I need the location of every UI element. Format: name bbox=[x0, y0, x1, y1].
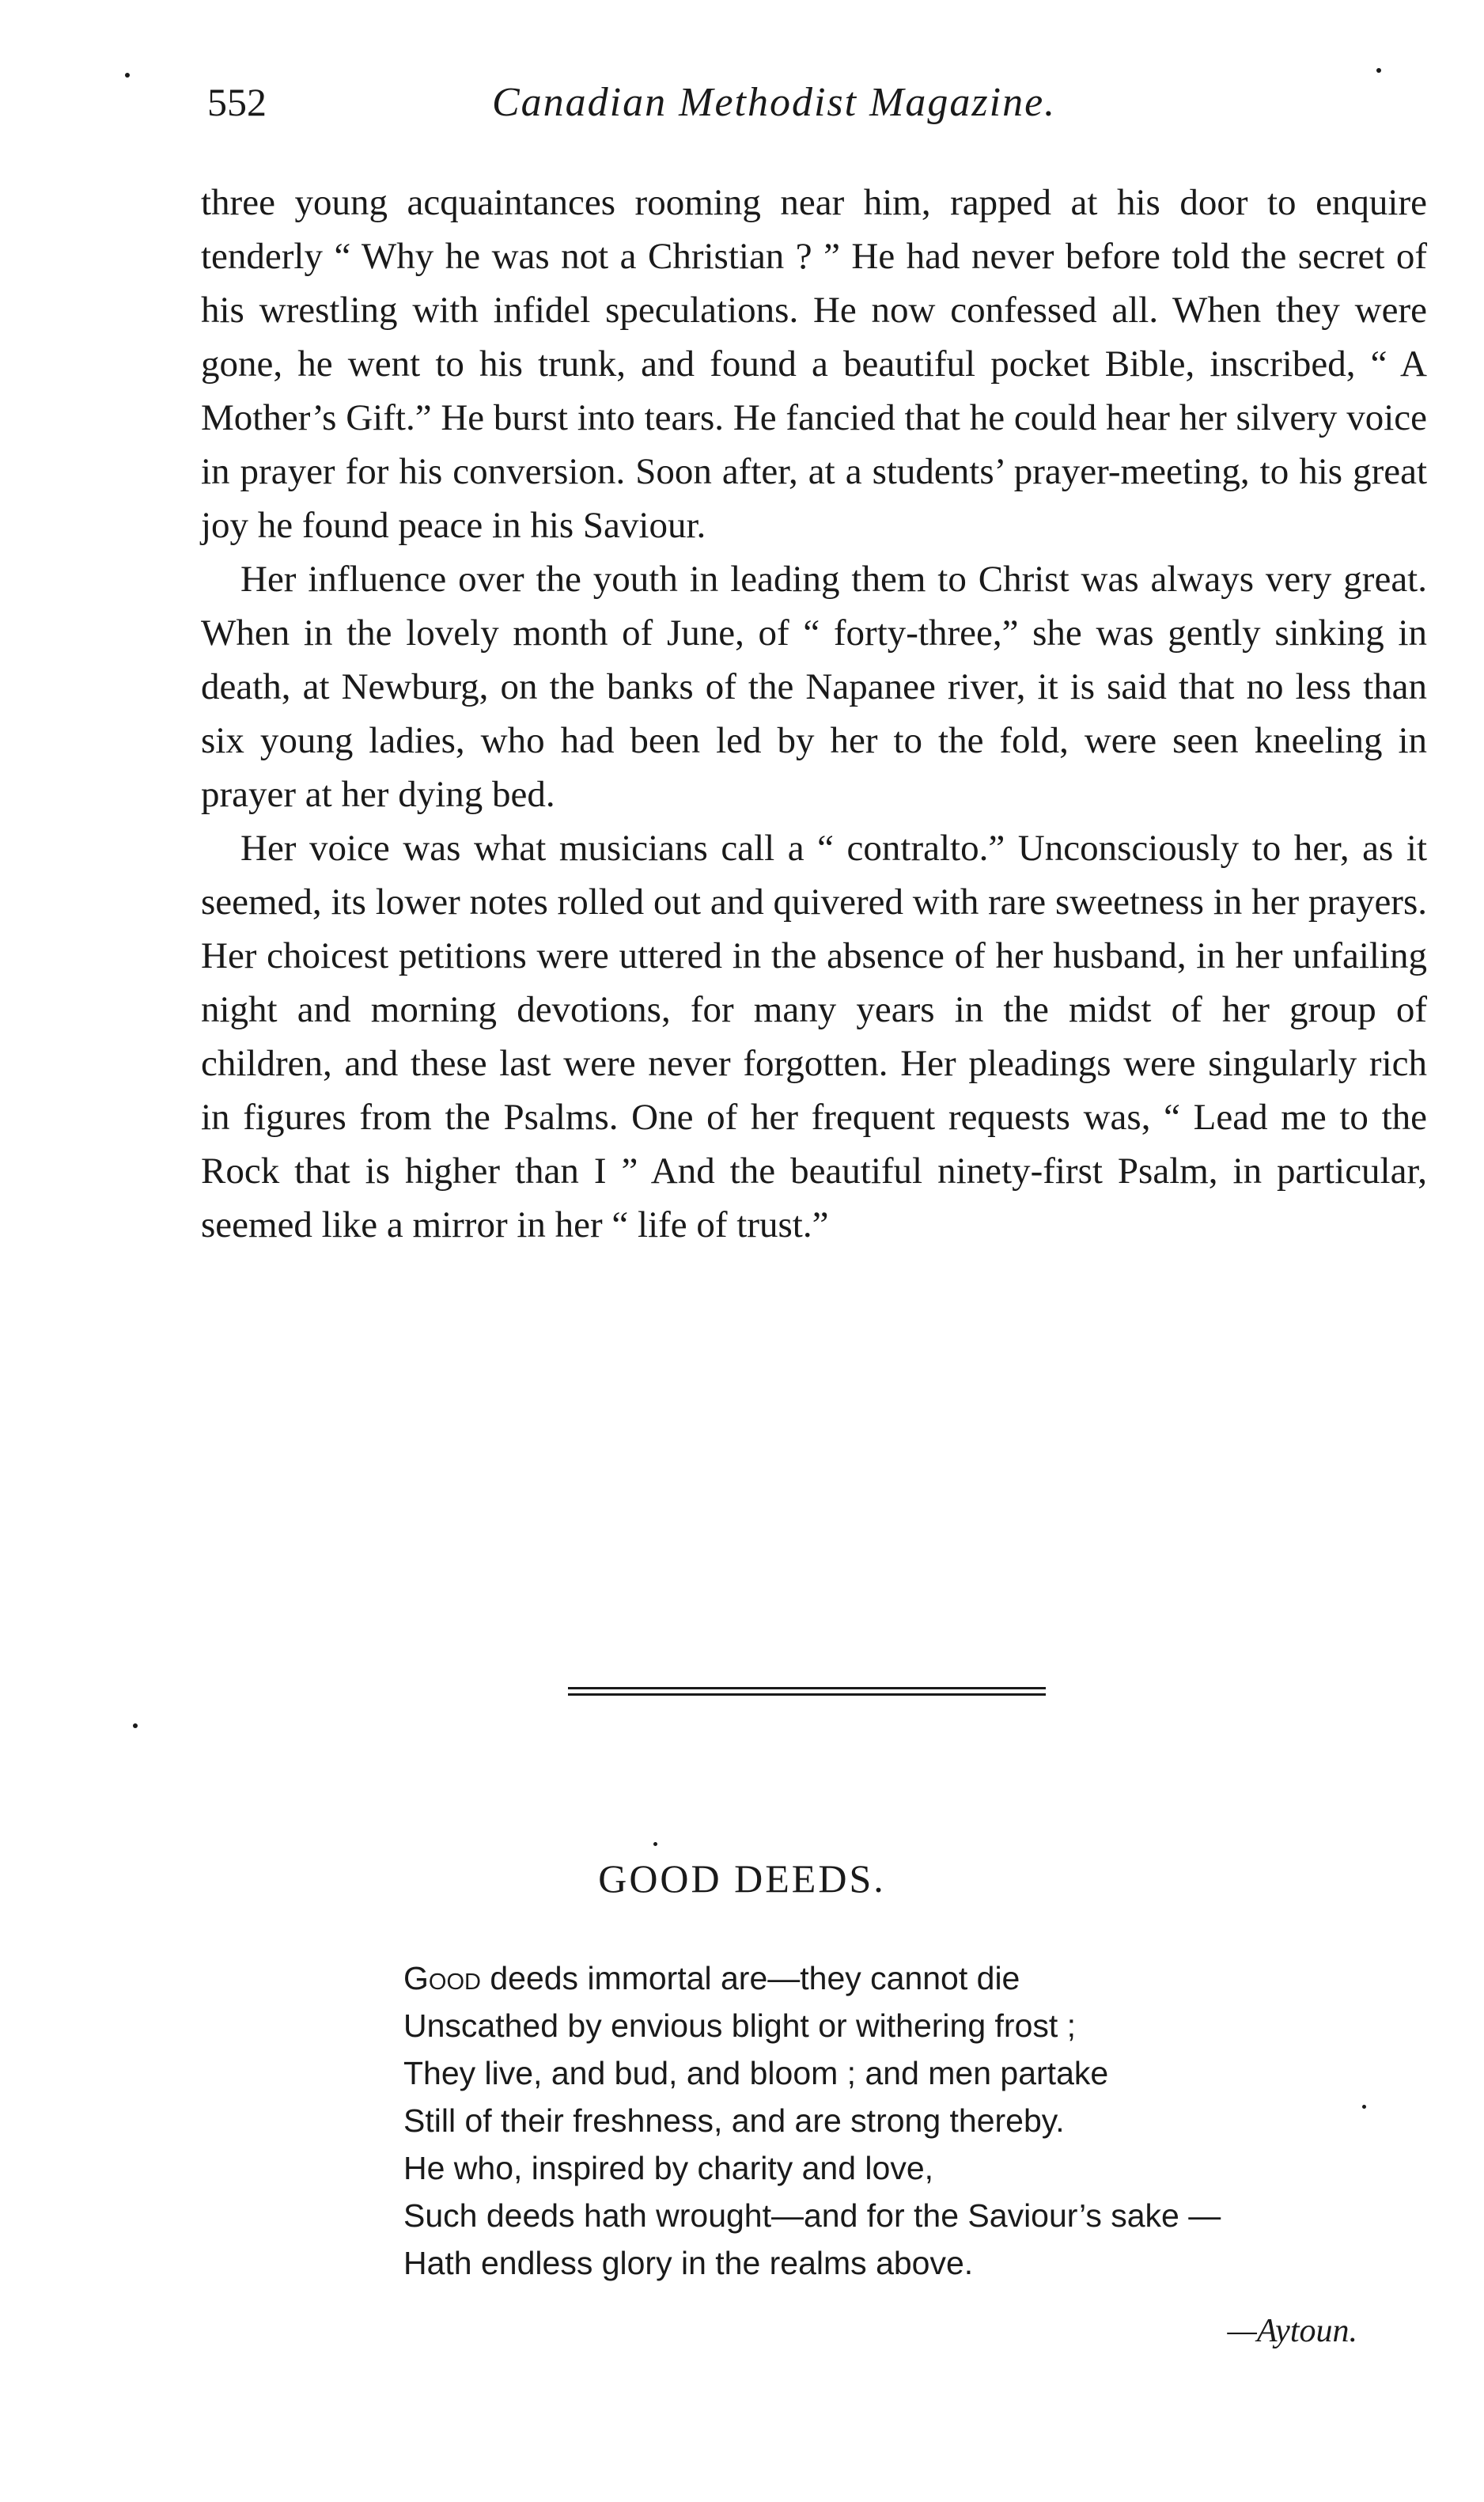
poem-attribution: —Aytoun. bbox=[1227, 2313, 1357, 2349]
print-speck bbox=[653, 1842, 657, 1846]
print-speck bbox=[1362, 2105, 1366, 2109]
poem-line: Unscathed by envious blight or withering frost ; bbox=[403, 2007, 1077, 2044]
paragraph: three young acquaintances rooming near him, rapped at his door to enquire tenderly “ Why he was not a Christian ? ” He had never before told the secret of his wrestling with infidel speculations. He now confessed all. When they were gone, he went to his trunk, and found a beautiful pocket Bible, inscribed, “ A Mother’s Gift.” He burst into tears. He fancied that he could hear her silvery voice in prayer for his conversion. Soon after, at a students’ prayer-meeting, to his great joy he found peace in his Saviour. bbox=[201, 182, 1427, 546]
poem-line: Such deeds hath wrought—and for the Saviour’s sake — bbox=[403, 2197, 1221, 2234]
section-divider bbox=[568, 1687, 1046, 1698]
paragraph: Her influence over the youth in leading them to Christ was always very great. When in the lovely month of June, of “ forty-three,” she was gently sinking in death, at Newburg, on the banks of the Napanee river, it is said that no less than six young ladies, who had been led by her to the fold, were seen kneeling in prayer at her dying bed. bbox=[201, 559, 1427, 815]
poem-line: He who, inspired by charity and love, bbox=[403, 2150, 934, 2186]
poem-line: Hath endless glory in the realms above. bbox=[403, 2245, 974, 2281]
poem-first-line-rest: deeds immortal are—they cannot die bbox=[480, 1960, 1020, 1996]
poem-first-word: Good bbox=[403, 1960, 481, 1996]
poem-title: GOOD DEEDS. bbox=[598, 1856, 886, 1901]
article-body bbox=[201, 176, 1427, 1252]
poem bbox=[403, 1954, 1353, 2287]
poem-line: Still of their freshness, and are strong thereby. bbox=[403, 2102, 1065, 2139]
paragraph: Her voice was what musicians call a “ contralto.” Unconsciously to her, as it seemed, its lower notes rolled out and quivered with rare sweetness in her prayers. Her choicest petitions were uttered in the absence of her husband, in her unfailing night and morning devotions, for many years in the midst of her group of children, and these last were never forgotten. Her pleadings were singularly rich in figures from the Psalms. One of her frequent requests was, “ Lead me to the Rock that is higher than I ” And the beautiful ninety-first Psalm, in particular, seemed like a mirror in her “ life of trust.” bbox=[201, 828, 1427, 1245]
print-speck bbox=[1376, 68, 1381, 73]
print-speck bbox=[133, 1723, 138, 1728]
poem-line bbox=[403, 1954, 1353, 2002]
running-title: Canadian Methodist Magazine. bbox=[492, 80, 1057, 125]
page-number: 552 bbox=[207, 80, 267, 124]
page-header bbox=[207, 79, 1410, 142]
print-speck bbox=[125, 73, 130, 78]
poem-line: They live, and bud, and bloom ; and men partake bbox=[403, 2055, 1109, 2091]
